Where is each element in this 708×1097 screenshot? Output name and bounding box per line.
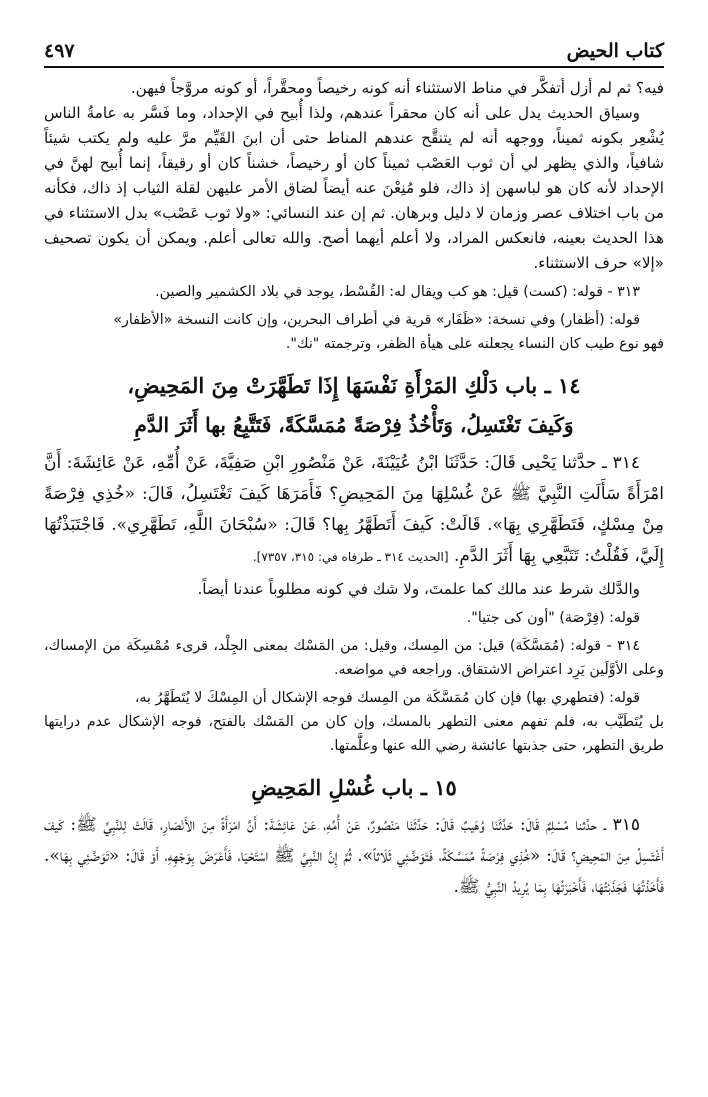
chapter-heading-15: ١٥ ـ باب غُسْلِ المَحِيضِ: [251, 775, 457, 800]
commentary-paragraph: فيه؟ ثم لم أزل أتفكَّر في مناط الاستثناء أنه كونه رخيصاً ومحقَّراً، أو كونه مروَّجاً فيهن.: [130, 79, 664, 97]
chapter-heading-14: ١٤ ـ باب دَلْكِ المَرْأَةِ نَفْسَهَا إِذَا تَطَهَّرَتْ مِنَ المَحِيضِ،: [127, 373, 581, 398]
hadith-reference: [الحديث ٣١٤ ـ طرفاه في: ٣١٥، ٧٣٥٧].: [252, 550, 449, 564]
commentary-note: فهو نوع طيب كان النساء يجعلنه على هيأة الظفر، وترجمته "نك".: [285, 336, 664, 352]
commentary-note: ٣١٤ - قوله: (مُمَسَّكَة) قيل: من المِسك، وقيل: من المَسْك بمعنى الجِلْد، قرىء مُمْسِكَة من الإمساك، وعلى الأوَّلَين يَرِد اعتراض الاشتقاق. وراجعه في مواضعه.: [44, 638, 664, 678]
hadith-text: [44, 448, 664, 573]
page-header: [44, 40, 664, 68]
commentary-paragraph: والدَّلك شرط عند مالك كما علمتَ، ولا شك في كونه مطلوباً عندنا أيضاً.: [197, 580, 640, 598]
commentary-note: قوله: (أظفار) وفي نسخة: «ظَفَار» قرية في أطراف البحرين، وإن كانت النسخة «الأظفار»: [113, 312, 640, 328]
book-title: كتاب الحيض: [566, 40, 664, 62]
commentary-note: قوله: (فتطهري بها) فإن كان مُمَسَّكَة من المِسك فوجه الإشكال أن المِسْكَ لا يُتَطَهَّرُ به،: [134, 690, 640, 706]
page-number: ٤٩٧: [44, 40, 75, 62]
commentary-paragraph: وسياق الحديث يدل على أنه كان محقراً عندهم، ولذا أُبيح في الإحداد، وما فَسَّر به عامةُ الناس يُشْعِر بكونه ثميناً، ووجهه أنه لم يتنقَّح عندهم المناط حتى أن ابنَ القَيِّم مرَّ عليه ولم يكتب شيئاً شافياً، والذي يظهر لي أن ثوب العَصْب ثميناً كان أو رخيصاً، خشناً كان أو رقيقاً، إنما أُبيح لهنَّ في الإحداد لأنه كان هو لباسهن إذ ذاك، فلو مُنِعْنَ عنه أيضاً لضاق الأمر عليهن لقلة الثياب إذ ذاك، فكأنه من باب اختلاف عصر وزمان لا دليل وبرهان. ثم إن عند النسائي: «ولا ثوب عَصْب» بدل الاستثناء في هذا الحديث بعينه، فانعكس المراد، ولا أعلم أيهما أصح. والله تعالى أعلم. ويمكن أن يكون تصحيف «إلا» حرف الاستثناء.: [44, 104, 664, 272]
commentary-note: ٣١٣ - قوله: (كست) قيل: هو كب ويقال له: القُسْط، يوجد في بلاد الكشمير والصين.: [155, 284, 640, 300]
hadith-315-text: ٣١٥ ـ حدَّثنا مُسْلِمٌ قَالَ: حَدَّثَنَا وُهَيبٌ قَالَ: حَدَّثَنَا مَنْصُورٌ، عَنْ أُمِّهِ، عَنْ عَائِشَةَ: أَنَّ امْرَأَةً مِنَ الأَنْصَارِ، قَالَتْ لِلنَّبِيِّ ﷺ: كَيفَ أَغْتَسِلُ مِنَ المَحِيضِ؟ قَالَ: «خُذِي فِرْصَةً مُمَسَّكَةً، فَتَوَضَّئِي ثَلَاثاً». ثُمَّ إِنَّ النَّبِيَّ ﷺ اسْتَحْيَا، فَأَعْرَضَ بِوَجْهِهِ، أَوْ قَالَ: «تَوَضَّئِي بِهَا». فَأَخَذْتُهَا فَجَذَبْتُهَا، فَأَخْبَرْتُهَا بِمَا يُرِيدُ النَّبِيُّ ﷺ.: [44, 815, 664, 897]
commentary-note: قوله: (فِرْصَة) "أون كى جتيا".: [466, 610, 640, 626]
hadith-314-text: ٣١٤ ـ حدَّثنا يَحْيى قَالَ: حَدَّثَنَا ابْنُ عُيَيْنَةَ، عَنْ مَنْصُورِ ابْنِ صَفِيَّةَ، عَنْ أُمِّهِ، عَنْ عَائِشَةَ: أَنَّ امْرَأَةً سَأَلَتِ النَّبِيَّ ﷺ عَنْ غُسْلِهَا مِنَ المَحِيضِ؟ فَأَمَرَهَا كَيفَ تَغْتَسِلُ، قَالَ: «خُذِي فِرْصَةً مِنْ مِسْكٍ، فَتَطَهَّرِي بِهَا». قَالَتْ: كَيفَ أَتَطَهَّرُ بِها؟ قَالَ: «سُبْحَانَ اللَّهِ، تَطَهَّرِي». فَاجْتَبَذْتُهَا إِلَيَّ، فَقُلْتُ: تَتَبَّعِي بِهَا أَثَرَ الدَّمِ.: [44, 453, 664, 566]
commentary-note: بل يُتَطَيَّب به، فلم تفهم معنى التطهر بالمسك، وإن كان من المَسْك بالفتح، فوجه الإشكال عدم درايتها طريق التطهر، حتى جذبتها عائشة رضي الله عنها وعلَّمتها.: [44, 714, 664, 754]
chapter-heading-14-continued: وَكَيفَ تَغْتَسِلُ، وَتَأْخُذُ فِرْصَةً مُمَسَّكَةً، فَتَتَّبِعُ بها أَثَرَ الدَّمِ: [134, 413, 574, 437]
